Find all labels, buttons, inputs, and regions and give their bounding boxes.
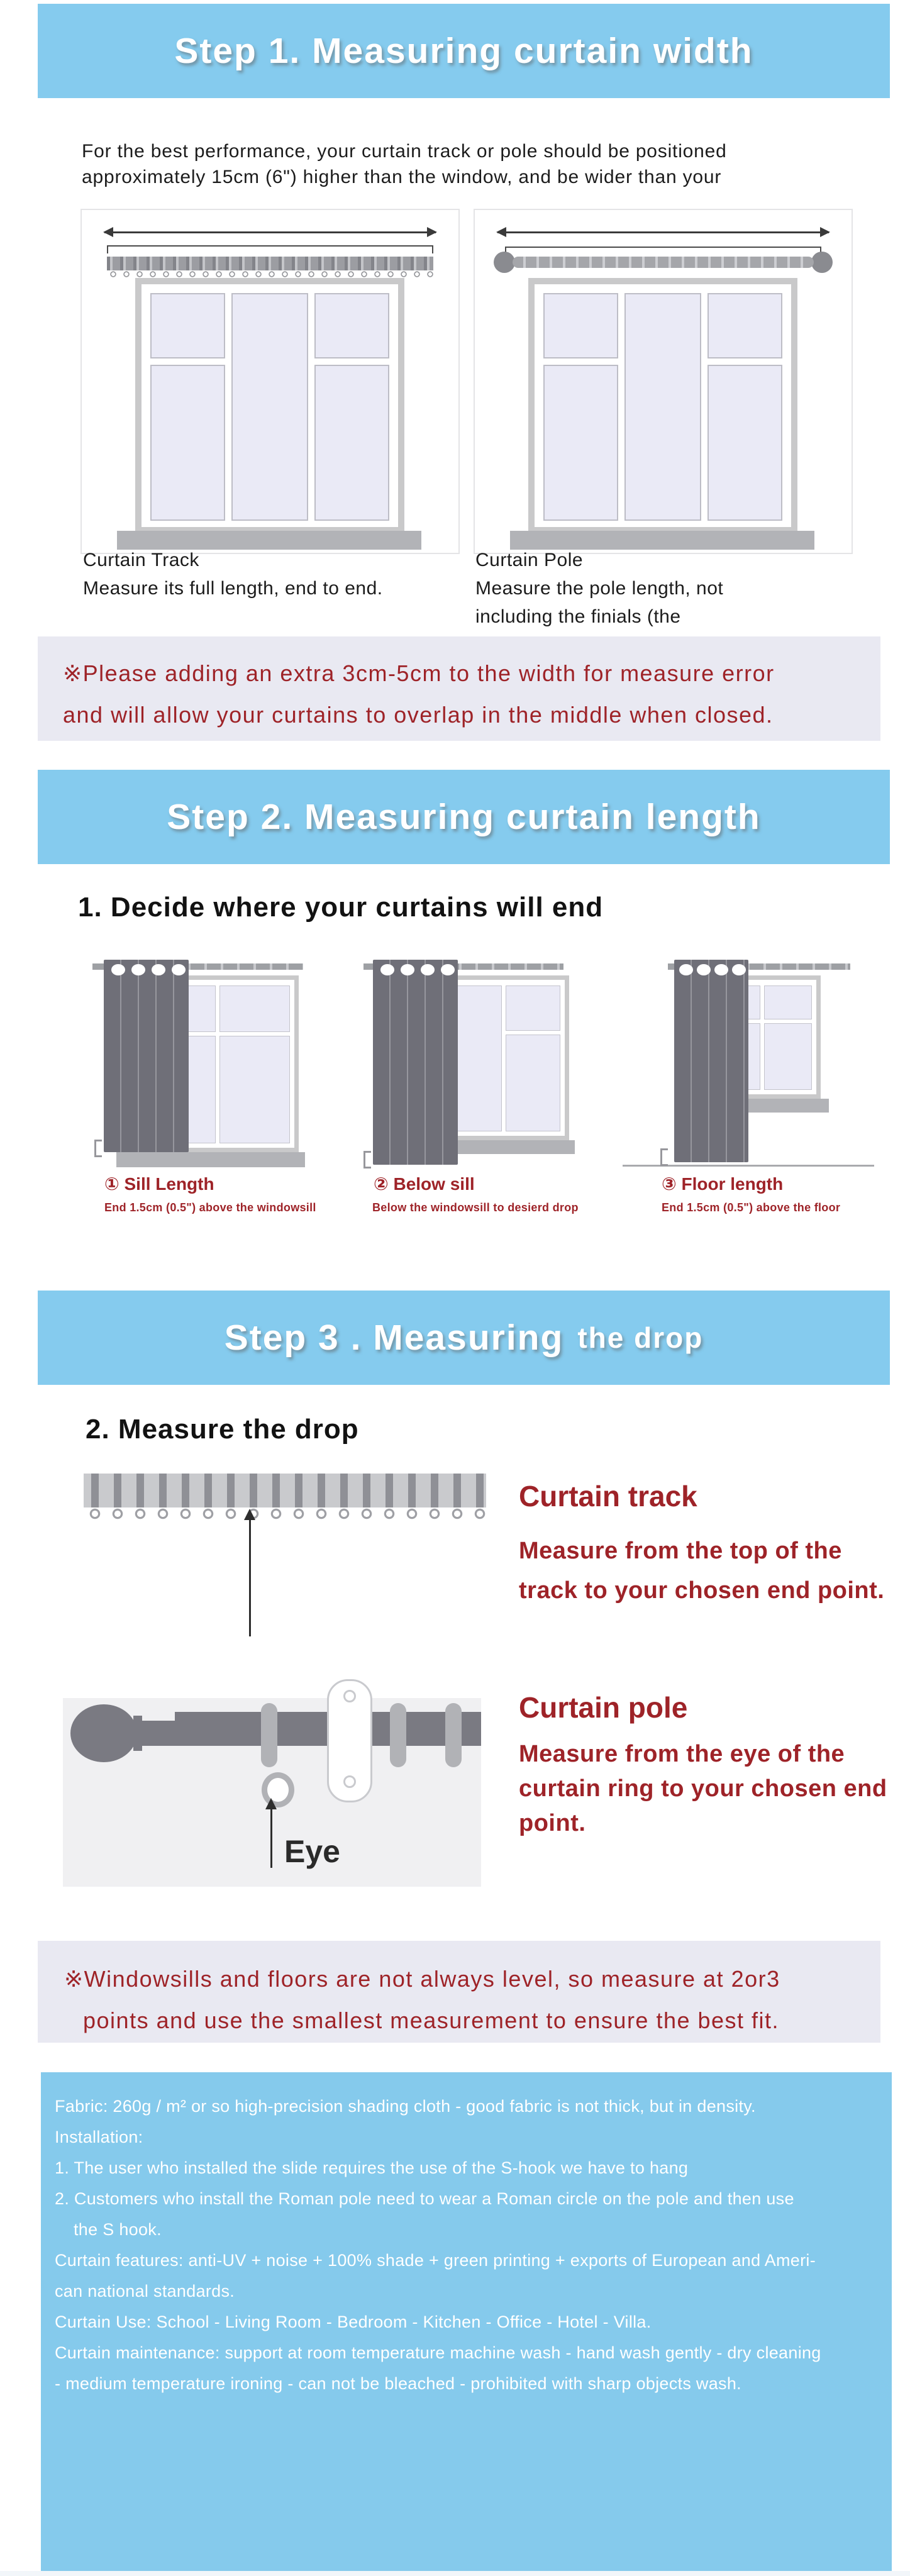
width-note bbox=[38, 636, 880, 741]
pole-caption-line: Measure the pole length, not bbox=[475, 578, 724, 599]
arrow-right-head-icon bbox=[427, 227, 437, 237]
arrow-up-head-icon bbox=[244, 1509, 255, 1520]
window-pane bbox=[231, 293, 308, 521]
window-pane bbox=[219, 1036, 290, 1143]
detail-line: Fabric: 260g / m² or so high-precision shading cloth - good fabric is not thick, but in density. bbox=[55, 2097, 756, 2116]
note-line: ※Please adding an extra 3cm-5cm to the width for measure error bbox=[63, 660, 775, 686]
step3-banner-subtitle: the drop bbox=[577, 1321, 704, 1354]
window-pane bbox=[707, 365, 782, 521]
curtain-panel bbox=[674, 960, 748, 1162]
window-pane bbox=[450, 985, 502, 1131]
window-pane bbox=[219, 985, 290, 1032]
intro-line: For the best performance, your curtain track or pole should be positioned bbox=[82, 141, 727, 162]
curtain-pole-diagram bbox=[474, 209, 853, 554]
window-illustration bbox=[440, 975, 569, 1140]
grommet-icon bbox=[697, 964, 711, 975]
window-pane bbox=[150, 365, 225, 521]
pole-caption bbox=[475, 546, 723, 631]
drop-note bbox=[38, 1941, 880, 2043]
track-drop-line: track to your chosen end point. bbox=[519, 1577, 885, 1604]
measure-mark-icon bbox=[660, 1148, 668, 1166]
eye-label: Eye bbox=[284, 1834, 340, 1869]
grommet-icon bbox=[172, 964, 186, 975]
step2-banner bbox=[38, 770, 890, 864]
step3-banner bbox=[38, 1291, 890, 1385]
curtain-panel bbox=[104, 960, 189, 1152]
option-title: ② Below sill bbox=[374, 1174, 475, 1194]
window-pane bbox=[506, 985, 560, 1031]
bracket-screw-hole-icon bbox=[343, 1690, 356, 1702]
pole-finial-left bbox=[494, 252, 515, 273]
step3-heading: 2. Measure the drop bbox=[86, 1414, 359, 1445]
page-bottom-strip bbox=[0, 2571, 910, 2576]
track-caption-title: Curtain Track bbox=[83, 550, 199, 570]
pole-finial bbox=[70, 1704, 137, 1762]
curtain-ring bbox=[390, 1703, 406, 1767]
detail-line: Installation: bbox=[55, 2128, 143, 2146]
window-pane bbox=[543, 293, 618, 358]
curtain-ring bbox=[445, 1703, 462, 1767]
grommet-icon bbox=[441, 964, 455, 975]
grommet-icon bbox=[401, 964, 414, 975]
pole-drop-line: point. bbox=[519, 1810, 586, 1836]
window-pane bbox=[764, 1023, 812, 1090]
window-pane bbox=[150, 293, 225, 358]
windowsill bbox=[116, 1152, 305, 1167]
mount-bracket bbox=[327, 1679, 372, 1802]
pole-drop-title: Curtain pole bbox=[519, 1691, 688, 1724]
arrow-left-head-icon bbox=[103, 227, 113, 237]
width-measure-arrow-icon bbox=[104, 231, 436, 233]
note-line: and will allow your curtains to overlap in the middle when closed. bbox=[63, 702, 774, 728]
measure-mark-icon bbox=[94, 1140, 102, 1157]
track-hook-rings bbox=[84, 1507, 486, 1521]
curtain-track-strip bbox=[107, 257, 433, 270]
grommet-icon bbox=[380, 964, 394, 975]
bracket-screw-hole-icon bbox=[343, 1775, 356, 1788]
option-desc: End 1.5cm (0.5") above the windowsill bbox=[104, 1201, 316, 1214]
window-pane bbox=[707, 293, 782, 358]
step3-banner-title: Step 3 . Measuring bbox=[224, 1318, 564, 1358]
curtain-track-diagram bbox=[80, 209, 460, 554]
curtain-panel bbox=[373, 960, 458, 1165]
arrow-right-head-icon bbox=[820, 227, 830, 237]
width-measure-arrow-icon bbox=[497, 231, 829, 233]
note-line: points and use the smallest measurement to ensure the best fit. bbox=[83, 2007, 780, 2033]
pole-caption-title: Curtain Pole bbox=[475, 550, 584, 570]
detail-line: Curtain maintenance: support at room temperature machine wash - hand wash gently - dry cleaning bbox=[55, 2343, 821, 2362]
grommet-icon bbox=[111, 964, 125, 975]
grommet-icon bbox=[732, 964, 746, 975]
grommet-icon bbox=[131, 964, 145, 975]
measure-bracket-icon bbox=[505, 247, 821, 253]
detail-line: 1. The user who installed the slide requires the use of the S-hook we have to hang bbox=[55, 2158, 689, 2177]
grommet-icon bbox=[679, 964, 693, 975]
window-pane bbox=[506, 1035, 560, 1131]
option-title: ③ Floor length bbox=[662, 1174, 784, 1194]
option-desc: Below the windowsill to desierd drop bbox=[372, 1201, 579, 1214]
pole-drop-line: Measure from the eye of the bbox=[519, 1741, 845, 1767]
window-pane bbox=[543, 365, 618, 521]
grommet-icon bbox=[152, 964, 165, 975]
measure-mark-icon bbox=[363, 1151, 371, 1169]
pole-finial-right bbox=[811, 252, 833, 273]
arrow-left-head-icon bbox=[496, 227, 506, 237]
grommet-icon bbox=[421, 964, 435, 975]
note-line: ※Windowsills and floors are not always level, so measure at 2or3 bbox=[64, 1966, 780, 1992]
step1-banner-title: Step 1. Measuring curtain width bbox=[174, 31, 753, 71]
detail-line: - medium temperature ironing - can not be bleached - prohibited with sharp objects wash. bbox=[55, 2374, 741, 2393]
product-details-box bbox=[41, 2072, 892, 2571]
track-drop-title: Curtain track bbox=[519, 1480, 697, 1513]
window-pane bbox=[314, 365, 389, 521]
pole-eye-diagram bbox=[63, 1698, 481, 1887]
window-illustration bbox=[135, 278, 404, 533]
step2-banner-title: Step 2. Measuring curtain length bbox=[167, 797, 761, 837]
step1-intro bbox=[82, 138, 843, 190]
step1-banner bbox=[38, 4, 890, 98]
window-pane bbox=[314, 293, 389, 358]
option-desc: End 1.5cm (0.5") above the floor bbox=[662, 1201, 841, 1214]
detail-line: 2. Customers who install the Roman pole need to wear a Roman circle on the pole and then use bbox=[55, 2189, 794, 2208]
track-caption-line: Measure its full length, end to end. bbox=[83, 578, 383, 599]
step2-heading: 1. Decide where your curtains will end bbox=[78, 892, 604, 923]
arrow-up-head-icon bbox=[265, 1798, 277, 1809]
intro-line: approximately 15cm (6") higher than the window, and be wider than your bbox=[82, 167, 722, 187]
curtain-track-strip bbox=[84, 1474, 486, 1507]
track-caption bbox=[83, 546, 383, 602]
windowsill bbox=[454, 1140, 575, 1154]
window-illustration bbox=[528, 278, 797, 533]
track-drop-line: Measure from the top of the bbox=[519, 1538, 842, 1564]
curtain-ring bbox=[261, 1703, 277, 1767]
detail-line: Curtain Use: School - Living Room - Bedroom - Kitchen - Office - Hotel - Villa. bbox=[55, 2312, 652, 2331]
pole-drop-line: curtain ring to your chosen end bbox=[519, 1775, 887, 1802]
curtain-pole-bar bbox=[513, 257, 814, 268]
detail-line: Curtain features: anti-UV + noise + 100% shade + green printing + exports of European and Ameri- bbox=[55, 2251, 816, 2270]
window-pane bbox=[764, 985, 812, 1019]
measure-bracket-icon bbox=[107, 245, 433, 253]
detail-line: can national standards. bbox=[55, 2282, 235, 2301]
grommet-icon bbox=[714, 964, 728, 975]
finial-neck bbox=[141, 1721, 176, 1746]
eye-pointer-arrow-icon bbox=[270, 1809, 272, 1868]
drop-measure-arrow-icon bbox=[249, 1519, 251, 1636]
window-pane bbox=[624, 293, 701, 521]
pole-caption-line: including the finials (the bbox=[475, 606, 681, 627]
option-title: ① Sill Length bbox=[104, 1174, 214, 1194]
detail-line: the S hook. bbox=[74, 2220, 162, 2239]
